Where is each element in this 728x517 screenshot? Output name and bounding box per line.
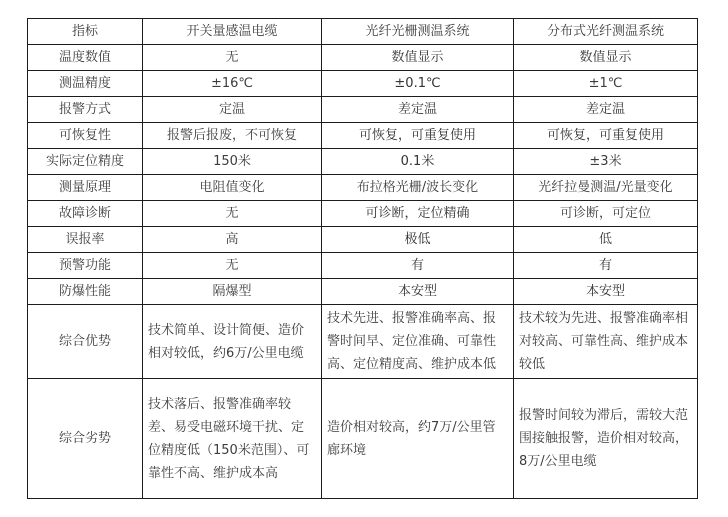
table-cell: 差定温 bbox=[514, 97, 698, 123]
table-cell: 定温 bbox=[143, 97, 322, 123]
table-cell: 技术较为先进、报警准确率相对较高、可靠性高、维护成本较低 bbox=[514, 305, 698, 379]
table-row bbox=[28, 227, 698, 253]
column-header-1: 开关量感温电缆 bbox=[143, 19, 322, 45]
row-label: 实际定位精度 bbox=[28, 149, 143, 175]
row-label: 报警方式 bbox=[28, 97, 143, 123]
table-cell: 0.1米 bbox=[322, 149, 514, 175]
table-row bbox=[28, 97, 698, 123]
table-cell: 无 bbox=[143, 201, 322, 227]
table-cell: 报警时间较为滞后，需较大范围接触报警，造价相对较高，8万/公里电缆 bbox=[514, 379, 698, 499]
table-cell: 差定温 bbox=[322, 97, 514, 123]
table-row bbox=[28, 71, 698, 97]
row-label: 误报率 bbox=[28, 227, 143, 253]
row-label: 可恢复性 bbox=[28, 123, 143, 149]
table-cell: 电阻值变化 bbox=[143, 175, 322, 201]
table-row bbox=[28, 175, 698, 201]
table-cell: 数值显示 bbox=[514, 45, 698, 71]
table-cell: 光纤拉曼测温/光量变化 bbox=[514, 175, 698, 201]
table-cell: 可恢复，可重复使用 bbox=[322, 123, 514, 149]
row-label: 综合优势 bbox=[28, 305, 143, 379]
comparison-table-container bbox=[27, 18, 698, 499]
table-cell: 本安型 bbox=[514, 279, 698, 305]
header-row bbox=[28, 19, 698, 45]
table-cell: 本安型 bbox=[322, 279, 514, 305]
table-cell: ±1℃ bbox=[514, 71, 698, 97]
table-cell: 低 bbox=[514, 227, 698, 253]
table-cell: 有 bbox=[514, 253, 698, 279]
row-label: 测温精度 bbox=[28, 71, 143, 97]
table-cell: 可诊断，定位精确 bbox=[322, 201, 514, 227]
table-cell: 无 bbox=[143, 253, 322, 279]
table-row bbox=[28, 123, 698, 149]
row-label: 测量原理 bbox=[28, 175, 143, 201]
table-cell: 可恢复，可重复使用 bbox=[514, 123, 698, 149]
table-cell: 150米 bbox=[143, 149, 322, 175]
table-row bbox=[28, 201, 698, 227]
table-cell: 高 bbox=[143, 227, 322, 253]
table-row bbox=[28, 379, 698, 499]
table-cell: 布拉格光栅/波长变化 bbox=[322, 175, 514, 201]
table-body bbox=[28, 45, 698, 499]
temperature-systems-comparison-table bbox=[27, 18, 698, 499]
table-cell: 报警后报废，不可恢复 bbox=[143, 123, 322, 149]
row-label: 故障诊断 bbox=[28, 201, 143, 227]
table-cell: ±16℃ bbox=[143, 71, 322, 97]
table-row bbox=[28, 279, 698, 305]
column-header-2: 光纤光栅测温系统 bbox=[322, 19, 514, 45]
row-label: 综合劣势 bbox=[28, 379, 143, 499]
table-row bbox=[28, 45, 698, 71]
table-row bbox=[28, 149, 698, 175]
table-cell: 技术简单、设计简便、造价相对较低，约6万/公里电缆 bbox=[143, 305, 322, 379]
row-label: 预警功能 bbox=[28, 253, 143, 279]
table-cell: 有 bbox=[322, 253, 514, 279]
table-cell: 隔爆型 bbox=[143, 279, 322, 305]
table-row bbox=[28, 305, 698, 379]
row-label: 温度数值 bbox=[28, 45, 143, 71]
row-label: 防爆性能 bbox=[28, 279, 143, 305]
table-cell: 可诊断，可定位 bbox=[514, 201, 698, 227]
table-cell: 造价相对较高，约7万/公里管廊环境 bbox=[322, 379, 514, 499]
table-cell: 技术落后、报警准确率较差、易受电磁环境干扰、定位精度低（150米范围）、可靠性不高、维护成本高 bbox=[143, 379, 322, 499]
table-cell: 技术先进、报警准确率高、报警时间早、定位准确、可靠性高、定位精度高、维护成本低 bbox=[322, 305, 514, 379]
table-header bbox=[28, 19, 698, 45]
column-header-3: 分布式光纤测温系统 bbox=[514, 19, 698, 45]
table-row bbox=[28, 253, 698, 279]
table-cell: ±0.1℃ bbox=[322, 71, 514, 97]
column-header-0: 指标 bbox=[28, 19, 143, 45]
table-cell: 无 bbox=[143, 45, 322, 71]
table-cell: 极低 bbox=[322, 227, 514, 253]
table-cell: ±3米 bbox=[514, 149, 698, 175]
table-cell: 数值显示 bbox=[322, 45, 514, 71]
